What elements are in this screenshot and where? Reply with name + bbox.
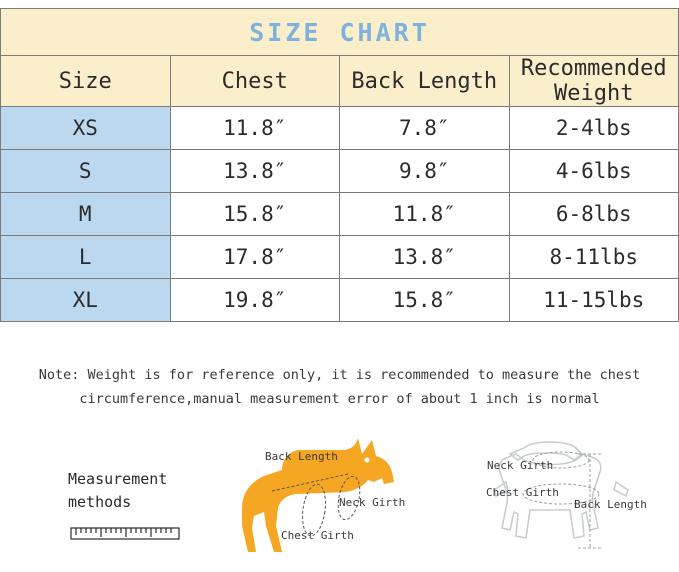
cell-back-length: 13.8″ (340, 236, 510, 279)
table-row (1, 150, 679, 193)
coat-label-chest-girth: Chest Girth (486, 486, 559, 499)
cell-chest: 15.8″ (170, 193, 340, 236)
cell-weight: 4-6lbs (509, 150, 679, 193)
page-title: SIZE CHART (1, 9, 679, 56)
coat-label-neck-girth: Neck Girth (487, 459, 554, 472)
cell-size: XS (1, 107, 171, 150)
table-row (1, 279, 679, 322)
ruler-icon (70, 522, 180, 544)
note-line-2: circumference,manual measurement error of about 1 inch is normal (79, 390, 600, 407)
note-line-1: Note: Weight is for reference only, it is recommended to measure the chest (38, 367, 641, 383)
title-row (1, 9, 679, 56)
cell-weight: 11-15lbs (509, 279, 679, 322)
cell-size: S (1, 150, 171, 193)
size-chart-container (0, 8, 679, 322)
cell-chest: 13.8″ (170, 150, 340, 193)
cell-back-length: 9.8″ (340, 150, 510, 193)
size-chart-table (0, 8, 679, 322)
column-header-recommended-weight: Recommended Weight (509, 56, 679, 107)
cell-size: L (1, 236, 171, 279)
measurement-illustration (0, 430, 679, 572)
measurement-methods-line-2: methods (68, 492, 132, 511)
cell-weight: 2-4lbs (509, 107, 679, 150)
cell-weight: 8-11lbs (509, 236, 679, 279)
cell-back-length: 11.8″ (340, 193, 510, 236)
column-header-size: Size (1, 56, 171, 107)
note-text (0, 364, 679, 411)
dog-label-neck-girth: Neck Girth (339, 496, 406, 509)
cell-chest: 11.8″ (170, 107, 340, 150)
dog-label-back-length: Back Length (265, 450, 338, 463)
cell-back-length: 7.8″ (340, 107, 510, 150)
cell-back-length: 15.8″ (340, 279, 510, 322)
dog-label-chest-girth: Chest Girth (281, 529, 354, 542)
table-header-row (1, 56, 679, 107)
cell-weight: 6-8lbs (509, 193, 679, 236)
cell-chest: 17.8″ (170, 236, 340, 279)
column-header-back-length: Back Length (340, 56, 510, 107)
table-row (1, 107, 679, 150)
cell-chest: 19.8″ (170, 279, 340, 322)
table-row (1, 193, 679, 236)
cell-size: M (1, 193, 171, 236)
measurement-methods-label (68, 468, 167, 513)
coat-label-back-length: Back Length (574, 498, 647, 511)
table-row (1, 236, 679, 279)
measurement-methods-line-1: Measurement (68, 470, 168, 488)
column-header-chest: Chest (170, 56, 340, 107)
cell-size: XL (1, 279, 171, 322)
